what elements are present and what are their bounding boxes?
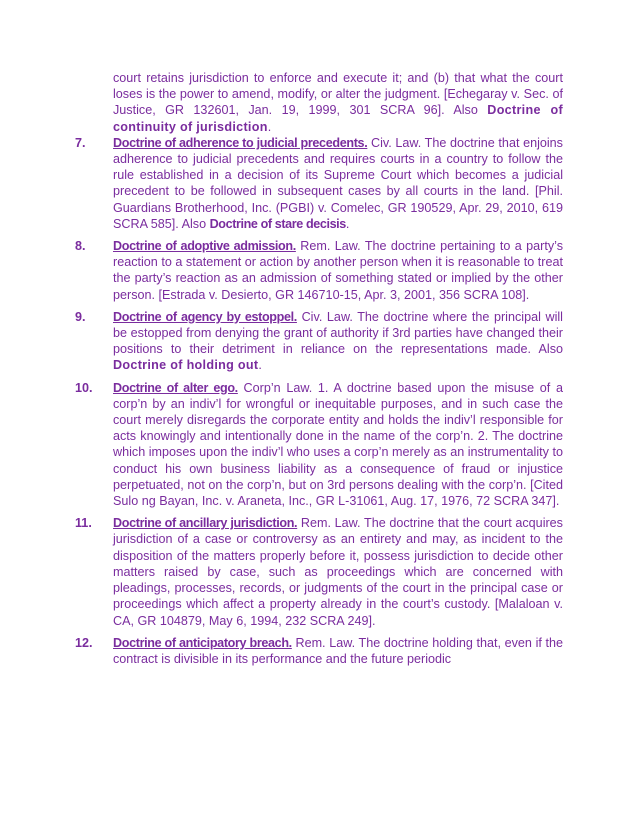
entry-body: [113, 635, 563, 667]
entry-number: 10.: [75, 380, 93, 395]
entry-text: Rem. Law. The doctrine pertaining to a party’s reaction to a statement or action by another person when it is reasonable to treat the party’s reaction as an admission of something stated or implied by the other person. [Estrada v. Desierto, GR 146710-15, Apr. 3, 2001, 356 SCRA 108].: [113, 239, 563, 302]
intro-see-term: Doctrine of continuity of jurisdiction: [113, 103, 563, 134]
entry-text: Rem. Law. The doctrine that the court acquires jurisdiction of a case or controversy as an entirety and may, as incident to the disposition of the matters properly before it, possess jurisdiction to decide other matters raised by case, such as proceedings which are concerned with pleadings, processes, records, or judgments of the court in the principal case or proceedings which affect a property already in the court’s custody. [Malaloan v. CA, GR 104879, May 6, 1994, 232 SCRA 249].: [113, 516, 563, 628]
dictionary-entry-7: [75, 135, 563, 232]
intro-text: court retains jurisdiction to enforce and execute it; and (b) that what the court loses is the power to amend, modify, or alter the judgment. [Echegaray v. Sec. of Justice, GR 132601, Jan. 19, 1999, 301 SCRA 96]. Also: [113, 71, 563, 118]
entry-see-term: Doctrine of holding out: [113, 358, 259, 373]
entry-term: Doctrine of adoptive admission.: [113, 239, 296, 254]
entry-text: Civ. Law. The doctrine that enjoins adherence to judicial precedents and requires courts in a country to follow the rule established in a decision of its Supreme Court which becomes a judicial precedent to be followed in subsequent cases by all courts in the land. [Phil. Guardians Brotherhood, Inc. (PGBI) v. Comelec, GR 190529, Apr. 29, 2010, 619 SCRA 585]. Also: [113, 135, 563, 231]
entry-number: 9.: [75, 309, 86, 324]
entry-term: Doctrine of agency by estoppel.: [113, 309, 297, 324]
entry-see-term: Doctrine of stare decisis: [209, 216, 346, 231]
entry-body: [113, 380, 563, 510]
dictionary-entry-9: [75, 309, 563, 374]
entry-number: 12.: [75, 635, 93, 650]
entry-text: Corp’n Law. 1. A doctrine based upon the misuse of a corp’n by an indiv’l for wrongful or inequitable purposes, and in such case the court merely disregards the corporate entity and holds the indiv’l responsible for acts knowingly and intentionally done in the name of the corp’n. 2. The doctrine which imposes upon the indiv’l who uses a corp’n merely as an instrumentality to conduct his own business liability as a consequence of fraud or injustice perpetuated, not on the corp’n, but on 3rd persons dealing with the corp’n. [Cited Sulo ng Bayan, Inc. v. Araneta, Inc., GR L-31061, Aug. 17, 1976, 72 SCRA 347].: [113, 380, 563, 509]
dictionary-entry-11: [75, 515, 563, 628]
entry-term: Doctrine of ancillary jurisdiction.: [113, 516, 298, 531]
entry-text: Civ. Law. The doctrine where the principal will be estopped from denying the grant of authority if 3rd parties have changed their positions to their detriment in reliance on the representations made. Also: [113, 309, 563, 357]
entry-body: [113, 515, 563, 628]
entry-term: Doctrine of alter ego.: [113, 380, 238, 395]
dictionary-entry-10: [75, 380, 563, 510]
dictionary-entry-12: [75, 635, 563, 667]
entry-end: .: [345, 216, 350, 231]
entry-end: .: [258, 358, 262, 373]
entry-number: 8.: [75, 239, 86, 254]
entry-body: [113, 238, 563, 303]
entry-term: Doctrine of anticipatory breach.: [113, 635, 292, 650]
intro-end: .: [267, 119, 272, 134]
entry-text: Rem. Law. The doctrine holding that, even if the contract is divisible in its performance and the future periodic: [113, 635, 564, 666]
entry-body: [113, 135, 563, 232]
entry-number: 7.: [75, 135, 86, 150]
entry-term: Doctrine of adherence to judicial precedents.: [113, 135, 368, 150]
dictionary-entry-8: [75, 238, 563, 303]
entry-number: 11.: [75, 516, 92, 531]
intro-paragraph: [75, 70, 563, 135]
entry-body: [113, 309, 563, 374]
